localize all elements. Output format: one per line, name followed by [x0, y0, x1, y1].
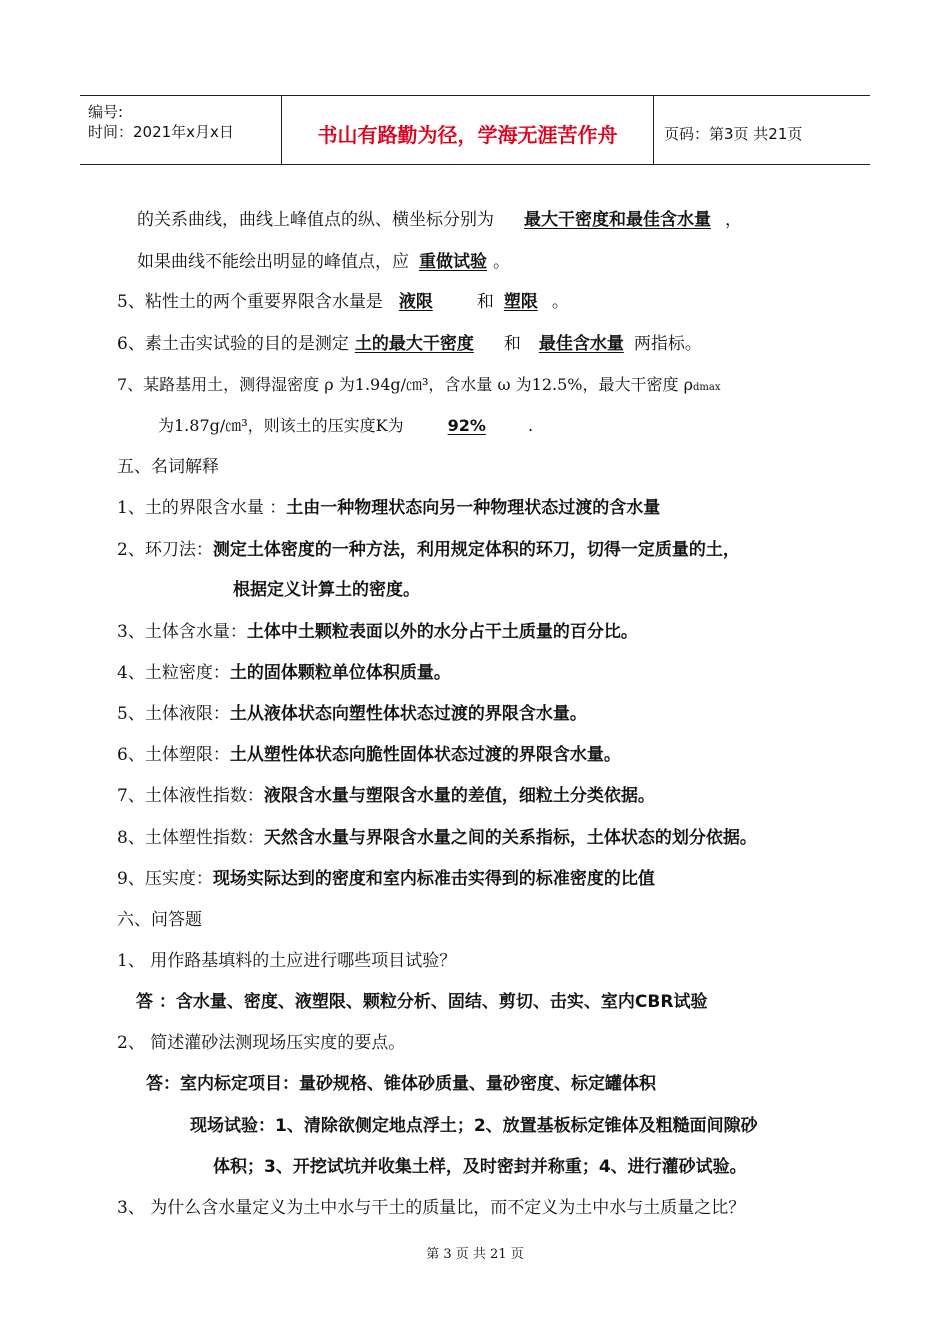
question: 1、 用作路基填料的土应进行哪些项目试验？ [117, 951, 457, 971]
answer: 体积；3、开挖试坑并收集土样，及时密封并称重；4、进行灌砂试验。 [213, 1157, 747, 1177]
answer: 现场试验：1、清除欲侧定地点浮土；2、放置基板标定锥体及粗糙面间隙砂 [190, 1116, 758, 1136]
serial-number: 编号: [88, 103, 124, 121]
definition-item: 2、环刀法：测定土体密度的一种方法，利用规定体积的环刀，切得一定质量的土， [117, 540, 740, 560]
text-line: 为1.87g/㎝³，则该土的压实度K为 92% . [158, 416, 534, 435]
text-line: 5、粘性土的两个重要界限含水量是 液限 和 塑限 。 [117, 292, 569, 312]
definition-item: 6、土体塑限：土从塑性体状态向脆性固体状态过渡的界限含水量。 [117, 745, 621, 765]
header-meta [80, 96, 282, 164]
header-date: 时间：2021年x月x日 [88, 123, 234, 141]
page-footer: 第 3 页 共 21 页 [426, 1247, 524, 1262]
answer-blank: 最佳含水量 [538, 334, 624, 354]
answer: 答：室内标定项目：量砂规格、锥体砂质量、量砂密度、标定罐体积 [146, 1074, 656, 1094]
definition-item: 7、土体液性指数：液限含水量与塑限含水量的差值，细粒土分类依据。 [117, 786, 655, 806]
definition-continued: 根据定义计算土的密度。 [233, 580, 420, 600]
answer-blank: 塑限 [503, 292, 538, 312]
definition-item: 4、土粒密度：土的固体颗粒单位体积质量。 [117, 663, 451, 683]
section-heading: 六、问答题 [117, 910, 202, 930]
answer-blank: 重做试验 [419, 252, 487, 272]
header-motto: 书山有路勤为径，学海无涯苦作舟 [282, 96, 654, 164]
section-heading: 五、名词解释 [117, 457, 219, 477]
question: 2、 简述灌砂法测现场压实度的要点。 [117, 1033, 406, 1053]
question: 3、 为什么含水量定义为土中水与干土的质量比，而不定义为土中水与土质量之比？ [117, 1198, 746, 1218]
text-line: 7、某路基用土，测得湿密度 ρ 为1.94g/㎝³，含水量 ω 为12.5%，最大干密度 ρdmax [117, 375, 721, 394]
answer-blank: 最大干密度和最佳含水量 [524, 210, 711, 230]
answer-blank: 土的最大干密度 [354, 334, 474, 354]
answer: 答 ：含水量、密度、液塑限、颗粒分析、固结、剪切、击实、室内CBR试验 [136, 992, 708, 1012]
text-line: 6、素土击实试验的目的是测定 土的最大干密度 和 最佳含水量 两指标。 [117, 334, 702, 354]
definition-item: 1、土的界限含水量 ：土由一种物理状态向另一种物理状态过渡的含水量 [117, 498, 661, 518]
page-header [80, 95, 870, 165]
definition-item: 8、土体塑性指数：天然含水量与界限含水量之间的关系指标，土体状态的划分依据。 [117, 828, 757, 848]
definition-item: 9、压实度：现场实际达到的密度和室内标准击实得到的标准密度的比值 [117, 869, 655, 889]
definition-item: 5、土体液限：土从液体状态向塑性体状态过渡的界限含水量。 [117, 704, 587, 724]
text-line: 如果曲线不能绘出明显的峰值点，应 重做试验 。 [137, 252, 510, 272]
header-page: 页码：第3页 共21页 [664, 124, 803, 143]
definition-item: 3、土体含水量：土体中土颗粒表面以外的水分占干土质量的百分比。 [117, 622, 638, 642]
text-line: 的关系曲线，曲线上峰值点的纵、横坐标分别为 最大干密度和最佳含水量 ， [137, 210, 742, 230]
answer-blank: 液限 [398, 292, 433, 312]
answer-blank: 92% [447, 416, 486, 435]
